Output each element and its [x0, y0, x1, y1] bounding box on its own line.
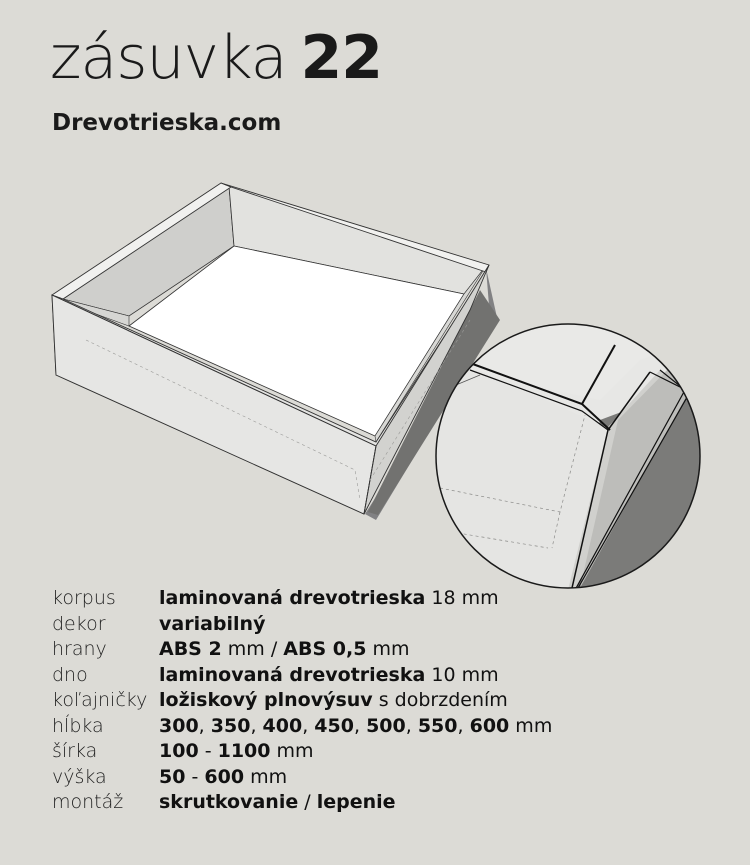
- spec-value: [159, 739, 314, 765]
- spec-label: výška: [52, 765, 107, 788]
- spec-value-bold: ABS 2: [159, 638, 222, 660]
- spec-value-text: mm: [270, 740, 314, 762]
- spec-value-text: ,: [250, 714, 263, 737]
- spec-value-bold: 400: [262, 714, 303, 737]
- spec-row: [52, 612, 552, 638]
- spec-label: koľajničky: [52, 689, 148, 711]
- spec-value-text: 10 mm: [425, 663, 499, 686]
- spec-row: [52, 739, 552, 765]
- spec-value-text: -: [185, 765, 205, 788]
- title-number: 22: [300, 23, 383, 93]
- title-prefix: zásuvka: [50, 23, 287, 93]
- spec-value-bold: 1100: [217, 740, 271, 762]
- spec-value-bold: laminovaná drevotrieska: [159, 587, 426, 609]
- spec-value-bold: 600: [469, 714, 510, 737]
- spec-label: dno: [52, 663, 88, 686]
- spec-label: hĺbka: [52, 714, 104, 737]
- spec-row: [52, 586, 552, 612]
- spec-row: [52, 663, 552, 689]
- spec-label: šírka: [52, 740, 98, 762]
- spec-value-text: ,: [198, 714, 211, 737]
- spec-value-bold: lepenie: [316, 791, 396, 813]
- spec-value-bold: 550: [417, 714, 458, 737]
- spec-value-text: ,: [457, 714, 470, 737]
- spec-value-bold: skrutkovanie: [159, 791, 299, 813]
- spec-value-text: ,: [405, 714, 418, 737]
- spec-value-bold: 300: [159, 714, 199, 737]
- spec-value: [159, 586, 499, 612]
- spec-value: [159, 663, 499, 689]
- spec-value: [159, 765, 287, 791]
- drawer-box: [52, 183, 500, 520]
- spec-value-bold: 500: [366, 714, 406, 737]
- brand-name: Drevotrieska.com: [52, 110, 282, 136]
- spec-value-bold: 50: [159, 765, 186, 788]
- spec-label: hrany: [52, 638, 107, 660]
- spec-list: [52, 586, 552, 816]
- spec-row: [52, 714, 552, 740]
- spec-row: [52, 637, 552, 663]
- spec-value-text: mm /: [221, 638, 284, 660]
- spec-value: [159, 637, 409, 663]
- spec-value-text: mm: [244, 765, 288, 788]
- spec-value-bold: variabilný: [159, 612, 266, 635]
- spec-label: korpus: [52, 587, 116, 609]
- spec-value-bold: 350: [210, 714, 251, 737]
- spec-value: [159, 688, 508, 714]
- spec-value-bold: ložiskový plnovýsuv: [159, 689, 373, 711]
- spec-row: [52, 688, 552, 714]
- spec-value-text: /: [298, 791, 317, 813]
- spec-value: [159, 790, 396, 816]
- spec-value-text: 18 mm: [425, 587, 499, 609]
- spec-value-bold: 450: [314, 714, 354, 737]
- spec-label: montáž: [52, 791, 124, 813]
- spec-value-text: ,: [353, 714, 367, 737]
- spec-value-text: s dobrzdením: [372, 689, 508, 711]
- spec-value-bold: 600: [204, 765, 245, 788]
- spec-value-text: mm: [509, 714, 553, 737]
- spec-value-text: mm: [366, 638, 410, 660]
- spec-value: [159, 612, 265, 638]
- spec-value-bold: laminovaná drevotrieska: [159, 663, 426, 686]
- spec-value-bold: 100: [159, 740, 199, 762]
- spec-row: [52, 790, 552, 816]
- spec-value-bold: ABS 0,5: [283, 638, 367, 660]
- spec-value: [159, 714, 552, 740]
- spec-row: [52, 765, 552, 791]
- spec-value-text: -: [198, 740, 218, 762]
- spec-label: dekor: [52, 612, 106, 635]
- spec-value-text: ,: [302, 714, 315, 737]
